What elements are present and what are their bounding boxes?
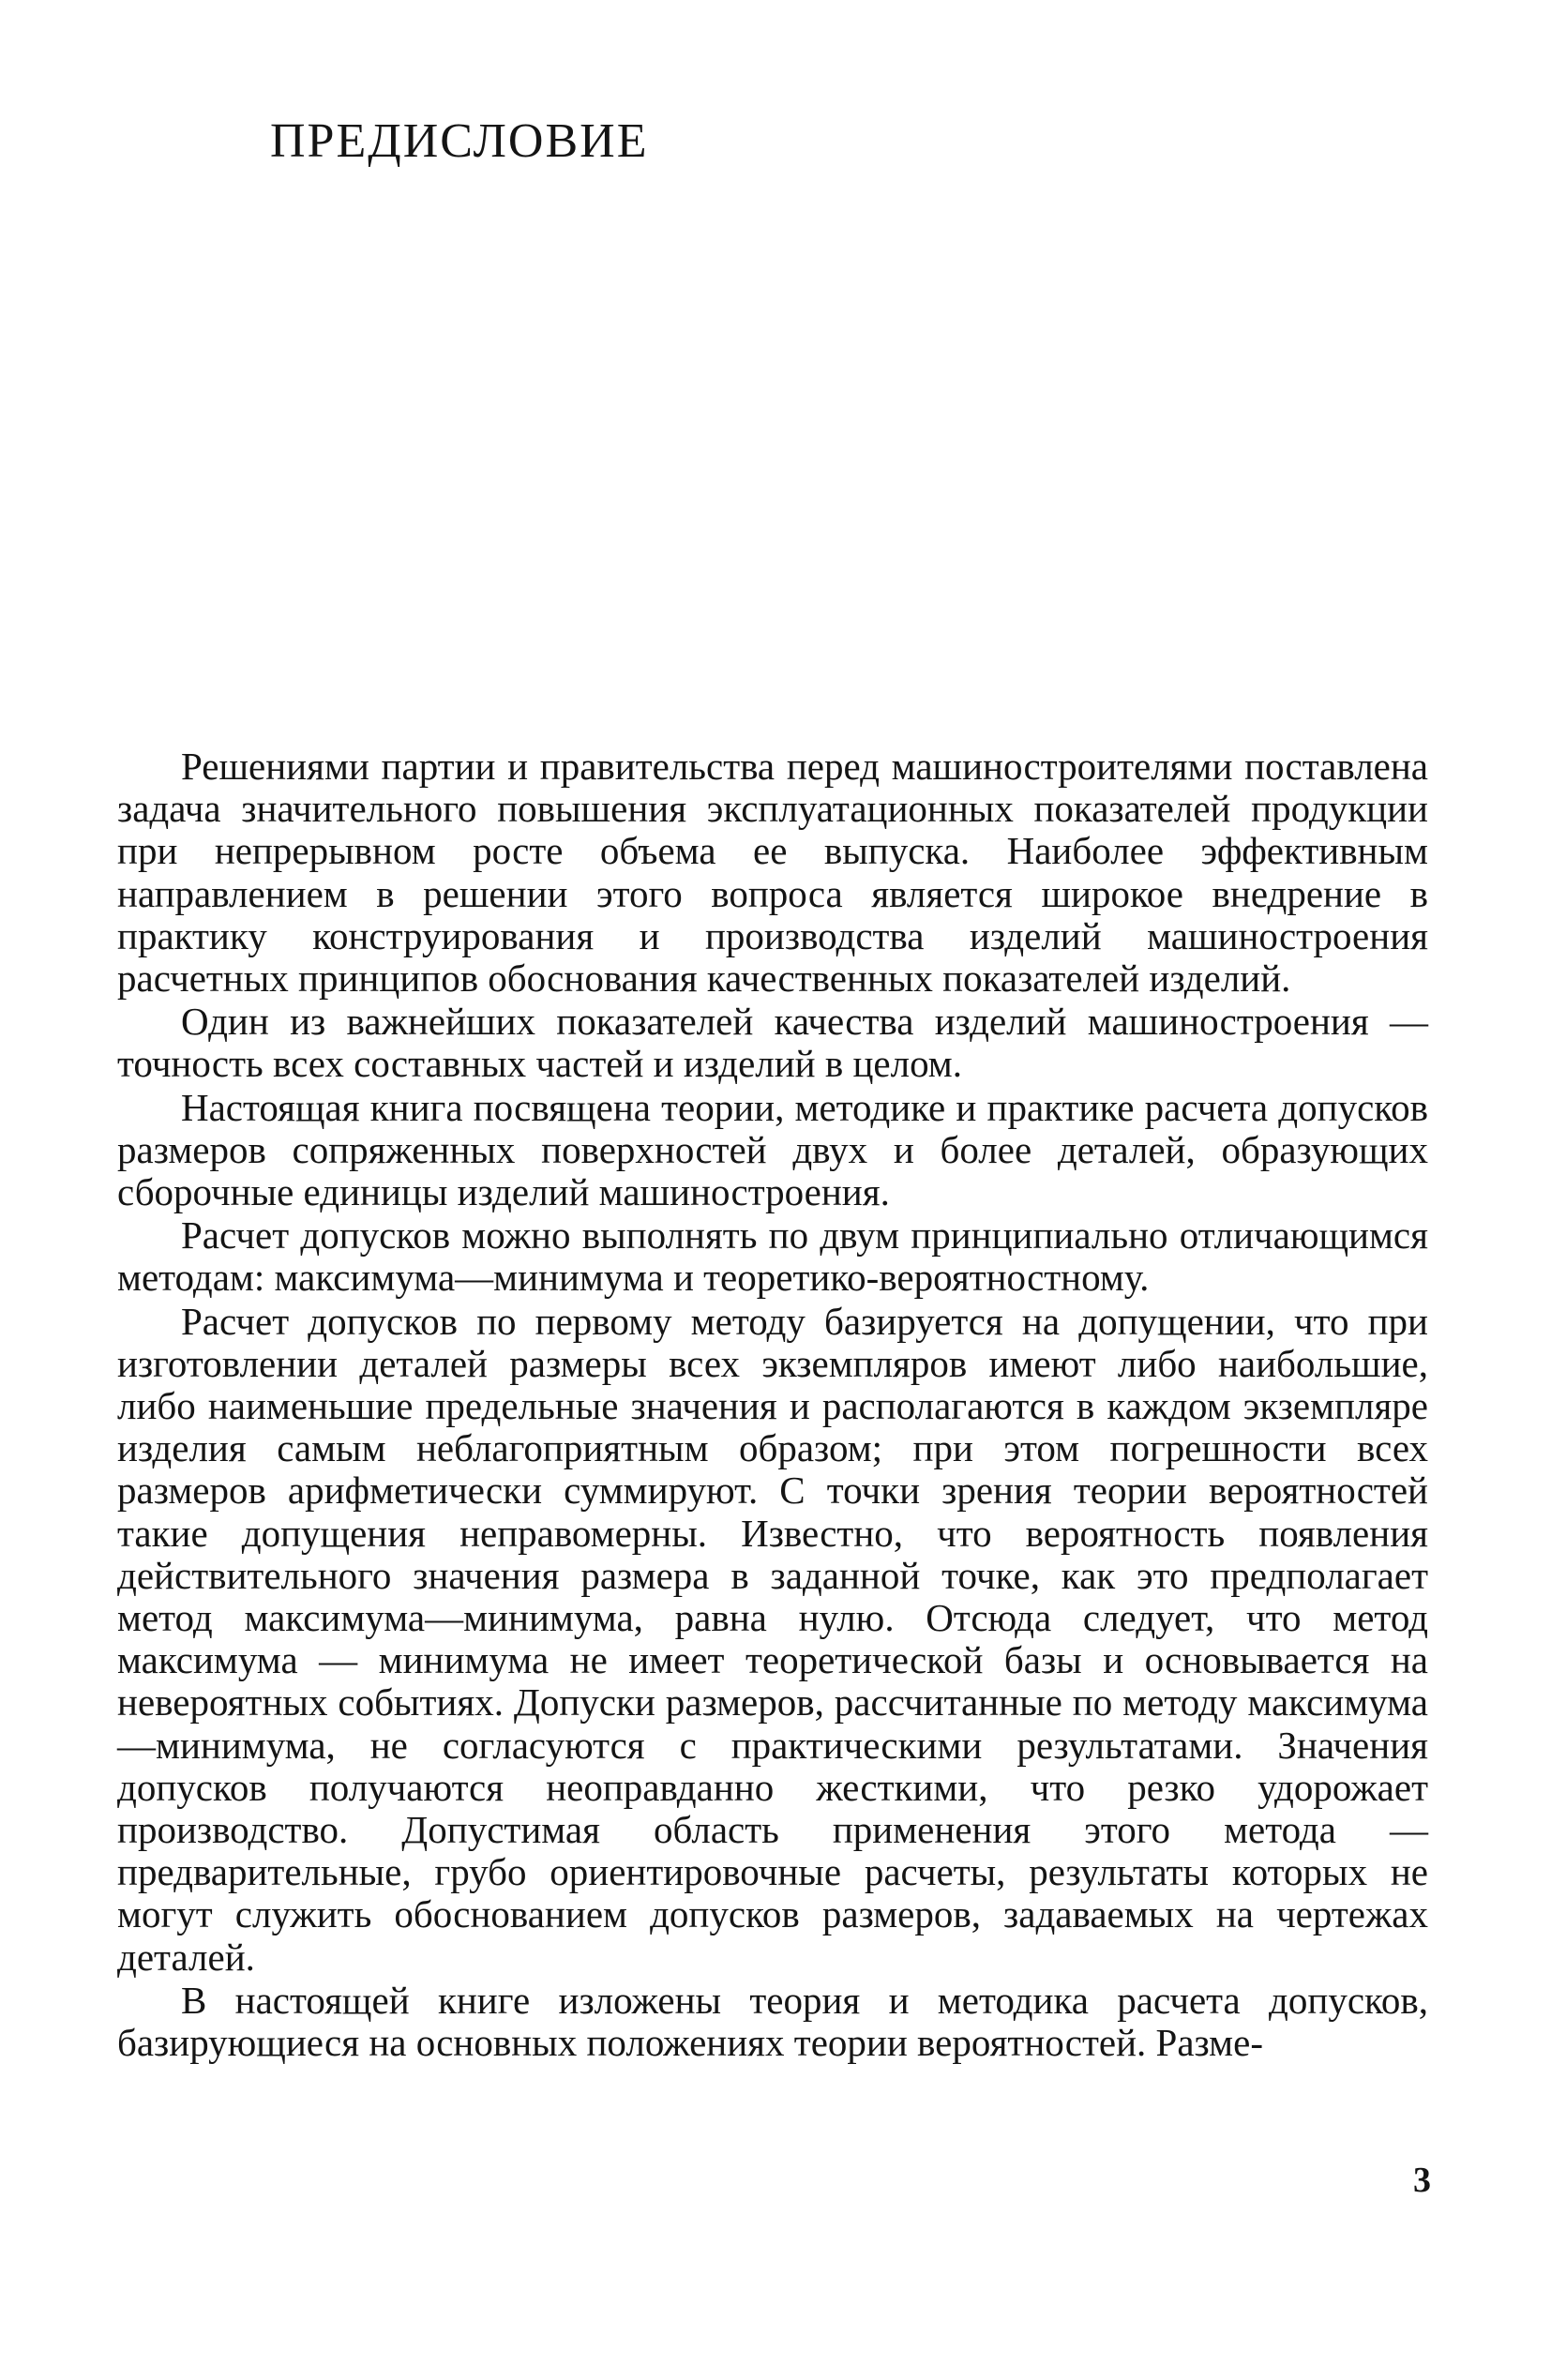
page-number: 3 [1413,2161,1431,2200]
paragraph-4: Расчет допусков можно выполнять по двум принципиально отличающимся методам: максимума—минимума и теоретико-вероятностному. [117,1213,1428,1300]
preface-body [117,746,1428,2065]
paragraph-3: Настоящая книга посвящена теории, методике и практике расчета допусков размеров сопряженных поверхностей двух и более деталей, образующих сборочные единицы изделий машиностроения. [117,1085,1428,1214]
paragraph-1: Решениями партии и правительства перед машиностроителями поставлена задача значительного повышения эксплуатационных показателей продукции при непрерывном росте объема ее выпуска. Наиболее эффективным направлением в решении этого вопроса является широкое внедрение в практику конструирования и производства изделий машиностроения расчетных принципов обоснования качественных показателей изделий. [117,745,1428,1001]
paragraph-6: В настоящей книге изложены теория и методика расчета допусков, базирующиеся на основных положениях теории вероятностей. Разме- [117,1978,1428,2065]
paragraph-5: Расчет допусков по первому методу базируется на допущении, что при изготовлении деталей размеры всех экземпляров имеют либо наибольшие, либо наименьшие предельные значения и располагаются в каждом экземпляре изделия самым неблагоприятным образом; при этом погрешности всех размеров арифметически суммируют. С точки зрения теории вероятностей такие допущения неправомерны. Известно, что вероятность появления действительного значения размера в заданной точке, как это предполагает метод максимума—минимума, равна нулю. Отсюда следует, что метод максимума — минимума не имеет теоретической базы и основывается на невероятных событиях. Допуски размеров, рассчитанные по методу максимума—минимума, не согласуются с практическими результатами. Значения допусков получаются неоправданно жесткими, что резко удорожает производство. Допустимая область применения этого метода — предварительные, грубо ориентировочные расчеты, результаты которых не могут служить обоснованием допусков размеров, задаваемых на чертежах деталей. [117,1299,1428,1979]
paragraph-2: Один из важнейших показателей качества изделий машиностроения — точность всех составных частей и изделий в целом. [117,1000,1428,1086]
page-title: ПРЕДИСЛОВИЕ [270,114,649,168]
